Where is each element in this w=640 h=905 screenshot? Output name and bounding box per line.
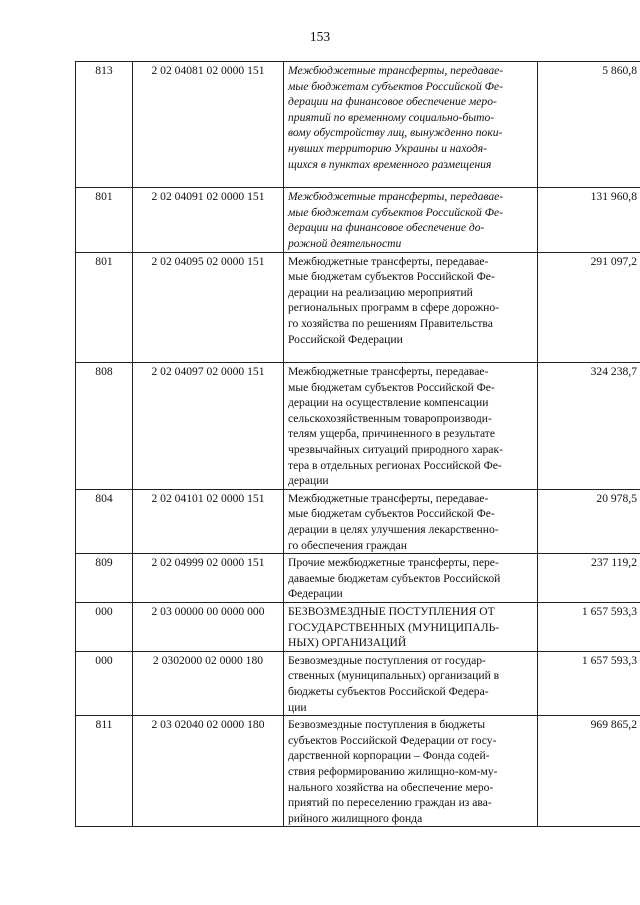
revenue-name-cell (284, 489, 538, 553)
amount-cell: 5 860,8 (538, 62, 640, 188)
name-line: мые бюджетам субъектов Российской Фе- (288, 270, 495, 284)
admin-code-cell: 808 (76, 363, 133, 490)
amount-cell: 324 238,7 (538, 363, 640, 490)
name-line: го обеспечения граждан (288, 538, 407, 552)
name-line: мые бюджетам субъектов Российской Фе- (288, 507, 495, 521)
table-row (76, 716, 640, 827)
table-row (76, 489, 640, 553)
name-line: дерации на финансовое обеспечение меро- (288, 95, 497, 109)
table-row (76, 252, 640, 363)
name-line: приятий по переселению граждан из ава- (288, 796, 492, 810)
amount-cell: 20 978,5 (538, 489, 640, 553)
revenue-code-cell: 2 02 04999 02 0000 151 (133, 554, 284, 603)
name-line: Российской Федерации (288, 332, 403, 346)
name-line: бюджеты субъектов Российской Федера- (288, 684, 489, 698)
name-line: щихся в пунктах временного размещения (288, 157, 492, 171)
name-line: дерации на реализацию мероприятий (288, 285, 473, 299)
name-line: дерации на осуществление компенсации (288, 396, 489, 410)
amount-cell: 1 657 593,3 (538, 651, 640, 715)
revenue-code-cell: 2 03 00000 00 0000 000 (133, 603, 284, 652)
name-line: мые бюджетам субъектов Российской Фе- (288, 380, 495, 394)
table-row (76, 603, 640, 652)
revenue-code-cell: 2 02 04095 02 0000 151 (133, 252, 284, 363)
admin-code-cell: 813 (76, 62, 133, 188)
revenue-name-cell (284, 252, 538, 363)
name-line: Межбюджетные трансферты, передавае- (288, 64, 504, 77)
name-line: дерации (288, 474, 329, 488)
admin-code-cell: 811 (76, 716, 133, 827)
name-line: рожной деятельности (288, 236, 402, 250)
name-line: Межбюджетные трансферты, передавае- (288, 190, 504, 204)
name-line: ственных (муниципальных) организаций в (288, 669, 500, 683)
revenue-name-cell (284, 363, 538, 490)
amount-cell: 237 119,2 (538, 554, 640, 603)
name-line: дарственной корпорации – Фонда содей- (288, 749, 490, 763)
admin-code-cell: 804 (76, 489, 133, 553)
revenue-code-cell: 2 03 02040 02 0000 180 (133, 716, 284, 827)
name-line: телям ущерба, причиненного в результате (288, 427, 496, 441)
revenue-code-cell: 2 02 04101 02 0000 151 (133, 489, 284, 553)
name-line: тера в отдельных регионах Российской Фе- (288, 458, 502, 472)
revenue-name-cell (284, 651, 538, 715)
name-line: Прочие межбюджетные трансферты, пере- (288, 556, 499, 570)
amount-cell: 291 097,2 (538, 252, 640, 363)
name-line: региональных программ в сфере дорожно- (288, 301, 500, 315)
name-line: Безвозмездные поступления от государ- (288, 653, 486, 667)
cell-spacer (288, 172, 533, 187)
table-row (76, 188, 640, 252)
revenue-name-cell (284, 716, 538, 827)
admin-code-cell: 809 (76, 554, 133, 603)
name-line: НЫХ) ОРГАНИЗАЦИЙ (288, 636, 407, 650)
table-body (76, 62, 640, 827)
name-line: сельскохозяйственным товаропроизводи- (288, 411, 492, 425)
admin-code-cell: 801 (76, 252, 133, 363)
amount-cell: 969 865,2 (538, 716, 640, 827)
name-line: вому обустройству лиц, вынужденно поки- (288, 126, 503, 140)
name-line: даваемые бюджетам субъектов Российской (288, 571, 501, 585)
name-line: нального хозяйства на обеспечение меро- (288, 780, 494, 794)
table-row (76, 363, 640, 490)
name-line: БЕЗВОЗМЕЗДНЫЕ ПОСТУПЛЕНИЯ ОТ (288, 605, 495, 618)
page-number: 153 (309, 29, 331, 44)
table-row (76, 651, 640, 715)
revenue-name-cell (284, 62, 538, 188)
name-line: Федерации (288, 587, 343, 601)
name-line: субъектов Российской Федерации от госу- (288, 733, 497, 747)
name-line: Межбюджетные трансферты, передавае- (288, 491, 489, 505)
name-line: ГОСУДАРСТВЕННЫХ (МУНИЦИПАЛЬ- (288, 620, 500, 634)
revenue-code-cell: 2 02 04097 02 0000 151 (133, 363, 284, 490)
revenue-name-cell (284, 603, 538, 652)
name-line: Безвозмездные поступления в бюджеты (288, 718, 486, 732)
cell-spacer (288, 347, 533, 362)
name-line: ции (288, 700, 307, 714)
name-line: ствия реформированию жилищно-ком-му- (288, 764, 498, 778)
admin-code-cell: 801 (76, 188, 133, 252)
name-line: рийного жилищного фонда (288, 811, 423, 825)
admin-code-cell: 000 (76, 651, 133, 715)
revenue-name-cell (284, 554, 538, 603)
admin-code-cell: 000 (76, 603, 133, 652)
name-line: мые бюджетам субъектов Российской Фе- (288, 205, 503, 219)
name-line: го хозяйства по решениям Правительства (288, 316, 493, 330)
amount-cell: 1 657 593,3 (538, 603, 640, 652)
name-line: дерации на финансовое обеспечение до- (288, 221, 485, 235)
revenue-table (75, 61, 640, 827)
table-row (76, 554, 640, 603)
revenue-name-cell (284, 188, 538, 252)
name-line: Межбюджетные трансферты, передавае- (288, 254, 489, 268)
name-line: дерации в целях улучшения лекарственно- (288, 523, 499, 537)
name-line: приятий по временному социально-быто- (288, 110, 495, 124)
table-row (76, 62, 640, 188)
revenue-code-cell: 2 0302000 02 0000 180 (133, 651, 284, 715)
revenue-code-cell: 2 02 04081 02 0000 151 (133, 62, 284, 188)
revenue-code-cell: 2 02 04091 02 0000 151 (133, 188, 284, 252)
name-line: чрезвычайных ситуаций природного харак- (288, 443, 503, 457)
name-line: Межбюджетные трансферты, передавае- (288, 365, 489, 379)
name-line: мые бюджетам субъектов Российской Фе- (288, 79, 503, 93)
name-line: нувших территорию Украины и находя- (288, 141, 487, 155)
amount-cell: 131 960,8 (538, 188, 640, 252)
